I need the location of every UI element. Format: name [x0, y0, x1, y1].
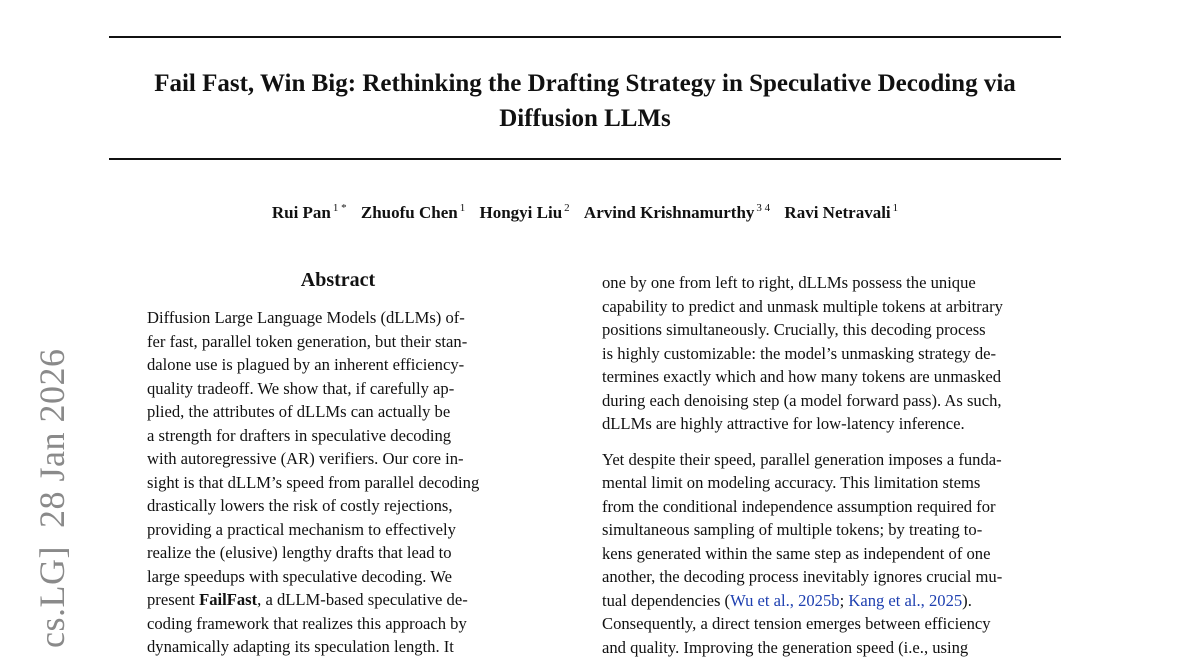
abstract-line: realize the (elusive) lengthy drafts that lead to: [147, 541, 531, 565]
citation-link[interactable]: Wu et al., 2025b: [730, 591, 839, 610]
abstract-line: Diffusion Large Language Models (dLLMs) of-: [147, 306, 531, 330]
author-affiliation: 1 *: [333, 202, 347, 214]
paper-title: [109, 66, 1061, 136]
author: [272, 203, 347, 222]
author-name: Zhuofu Chen: [361, 203, 458, 222]
abstract-text: present: [147, 590, 199, 609]
body-line: Consequently, a direct tension emerges between efficiency: [602, 612, 1064, 636]
author-affiliation: 1: [893, 202, 899, 214]
title-rule-top: [109, 36, 1061, 38]
arxiv-category: cs.LG]: [32, 546, 72, 648]
abstract-heading: Abstract: [147, 269, 529, 292]
body-line: simultaneous sampling of multiple tokens; by treating to-: [602, 518, 1064, 542]
body-line: is highly customizable: the model’s unmasking strategy de-: [602, 342, 1064, 366]
abstract-line: sight is that dLLM’s speed from parallel decoding: [147, 471, 531, 495]
author-name: Ravi Netravali: [784, 203, 890, 222]
paper-title-line: Diffusion LLMs: [109, 101, 1061, 136]
body-line: positions simultaneously. Crucially, this decoding process: [602, 318, 1064, 342]
body-line: another, the decoding process inevitably ignores crucial mu-: [602, 565, 1064, 589]
abstract-line: drastically lowers the risk of costly rejections,: [147, 494, 531, 518]
body-line: mental limit on modeling accuracy. This limitation stems: [602, 471, 1064, 495]
abstract-body: [147, 306, 531, 659]
author-affiliation: 2: [564, 202, 570, 214]
abstract-line: quality tradeoff. We show that, if carefully ap-: [147, 377, 531, 401]
body-text: tual dependencies (: [602, 591, 730, 610]
body-text: ;: [840, 591, 849, 610]
author: [784, 203, 898, 222]
abstract-line: providing a practical mechanism to effectively: [147, 518, 531, 542]
abstract-line: coding framework that realizes this approach by: [147, 612, 531, 636]
author-name: Hongyi Liu: [480, 203, 563, 222]
intro-body: [602, 271, 1064, 659]
abstract-line: fer fast, parallel token generation, but their stan-: [147, 330, 531, 354]
abstract-line: a strength for drafters in speculative decoding: [147, 424, 531, 448]
body-text: ).: [962, 591, 972, 610]
author: [584, 203, 770, 222]
abstract-line: large speedups with speculative decoding. We: [147, 565, 531, 589]
body-line: during each denoising step (a model forward pass). As such,: [602, 389, 1064, 413]
arxiv-sidebar-stamp: [32, 331, 72, 648]
title-rule-bottom: [109, 158, 1061, 160]
body-line: from the conditional independence assumption required for: [602, 495, 1064, 519]
author: [361, 203, 465, 222]
author-affiliation: 3 4: [756, 202, 770, 214]
abstract-line: plied, the attributes of dLLMs can actually be: [147, 400, 531, 424]
paragraph-gap: [602, 436, 1064, 448]
body-line: kens generated within the same step as independent of one: [602, 542, 1064, 566]
author-name: Rui Pan: [272, 203, 331, 222]
method-name: FailFast: [199, 590, 257, 609]
abstract-line: dalone use is plagued by an inherent efficiency-: [147, 353, 531, 377]
body-line: and quality. Improving the generation speed (i.e., using: [602, 636, 1064, 659]
author-affiliation: 1: [460, 202, 466, 214]
author-list: [0, 202, 1170, 223]
body-line: capability to predict and unmask multiple tokens at arbitrary: [602, 295, 1064, 319]
author: [480, 203, 570, 222]
citation-link[interactable]: Kang et al., 2025: [848, 591, 962, 610]
author-name: Arvind Krishnamurthy: [584, 203, 755, 222]
body-line: one by one from left to right, dLLMs possess the unique: [602, 271, 1064, 295]
body-line: dLLMs are highly attractive for low-latency inference.: [602, 412, 1064, 436]
body-line: Yet despite their speed, parallel generation imposes a funda-: [602, 448, 1064, 472]
body-line: [602, 589, 1064, 613]
abstract-text: , a dLLM-based speculative de-: [257, 590, 468, 609]
arxiv-date: 28 Jan 2026: [32, 349, 72, 529]
body-line: termines exactly which and how many tokens are unmasked: [602, 365, 1064, 389]
abstract-line: with autoregressive (AR) verifiers. Our core in-: [147, 447, 531, 471]
paper-title-line: Fail Fast, Win Big: Rethinking the Drafting Strategy in Speculative Decoding via: [109, 66, 1061, 101]
abstract-line: dynamically adapting its speculation length. It: [147, 635, 531, 659]
abstract-line: [147, 588, 531, 612]
